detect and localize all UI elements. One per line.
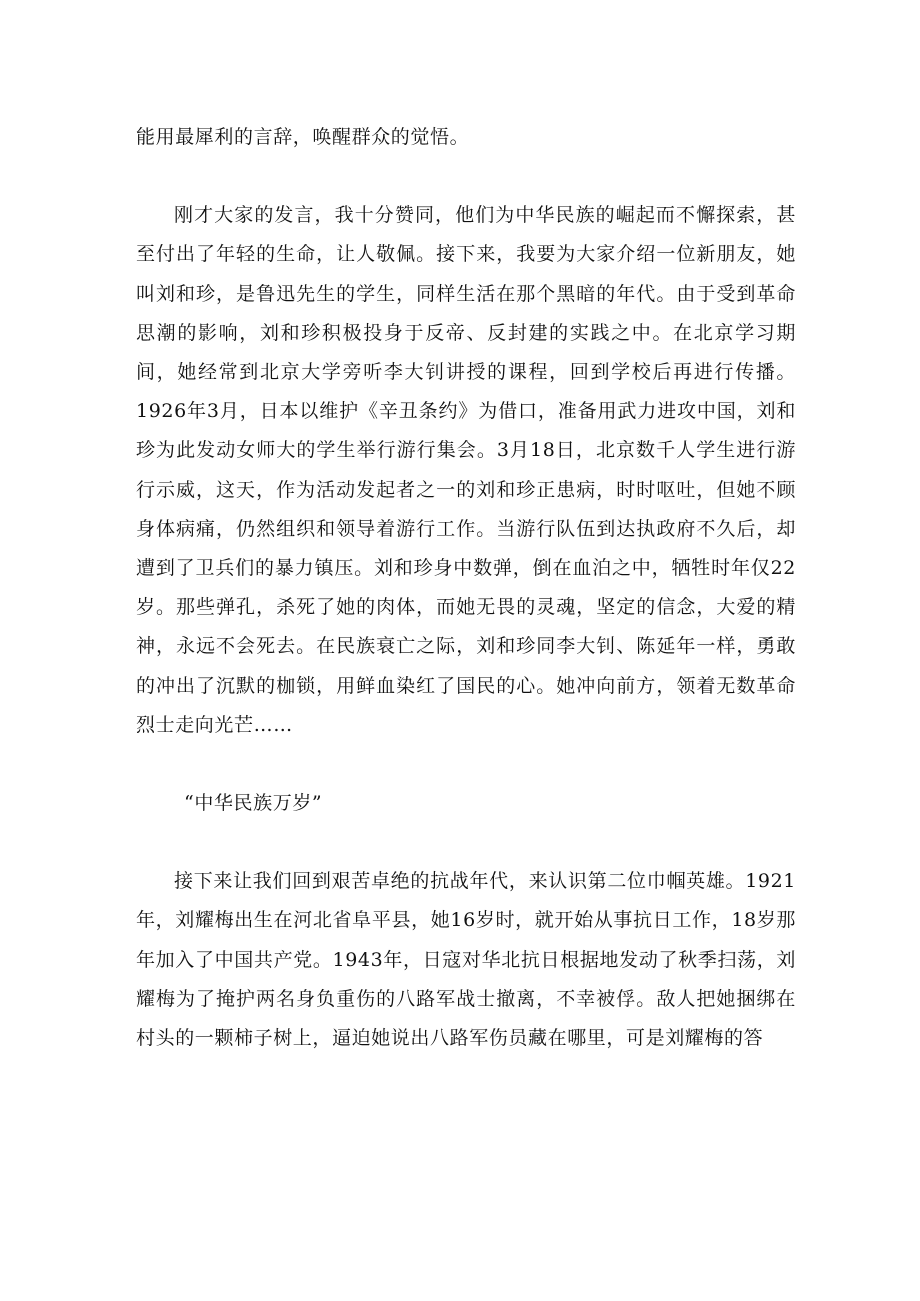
- document-body: [136, 118, 796, 1097]
- quote-heading: “中华民族万岁”: [184, 792, 323, 815]
- paragraph-liu-yaomei: 接下来让我们回到艰苦卓绝的抗战年代，来认识第二位巾帼英雄。1921年，刘耀梅出生在河北省阜平县，她16岁时，就开始从事抗日工作，18岁那年加入了中国共产党。1943年，日寇对华北抗日根据地发动了秋季扫荡，刘耀梅为了掩护两名身负重伤的八路军战士撤离，不幸被俘。敌人把她捆绑在村头的一颗柿子树上，逼迫她说出八路军伤员藏在哪里，可是刘耀梅的答: [136, 870, 796, 1050]
- paragraph-continuation: 能用最犀利的言辞，唤醒群众的觉悟。: [136, 126, 470, 148]
- paragraph-liu-hezhen: 刚才大家的发言，我十分赞同，他们为中华民族的崛起而不懈探索，甚至付出了年轻的生命，让人敬佩。接下来，我要为大家介绍一位新朋友，她叫刘和珍，是鲁迅先生的学生，同样生活在那个黑暗的年代。由于受到革命思潮的影响，刘和珍积极投身于反帝、反封建的实践之中。在北京学习期间，她经常到北京大学旁听李大钊讲授的课程，回到学校后再进行传播。1926年3月，日本以维护《辛丑条约》为借口，准备用武力进攻中国，刘和珍为此发动女师大的学生举行游行集会。3月18日，北京数千人学生进行游行示威，这天，作为活动发起者之一的刘和珍正患病，时时呕吐，但她不顾身体病痛，仍然组织和领导着游行工作。当游行队伍到达执政府不久后，却遭到了卫兵们的暴力镇压。刘和珍身中数弹，倒在血泊之中，牺牲时年仅22岁。那些弹孔，杀死了她的肉体，而她无畏的灵魂，坚定的信念，大爱的精神，永远不会死去。在民族衰亡之际，刘和珍同李大钊、陈延年一样，勇敢的冲出了沉默的枷锁，用鲜血染红了国民的心。她冲向前方，领着无数革命烈士走向光芒……: [136, 204, 796, 736]
